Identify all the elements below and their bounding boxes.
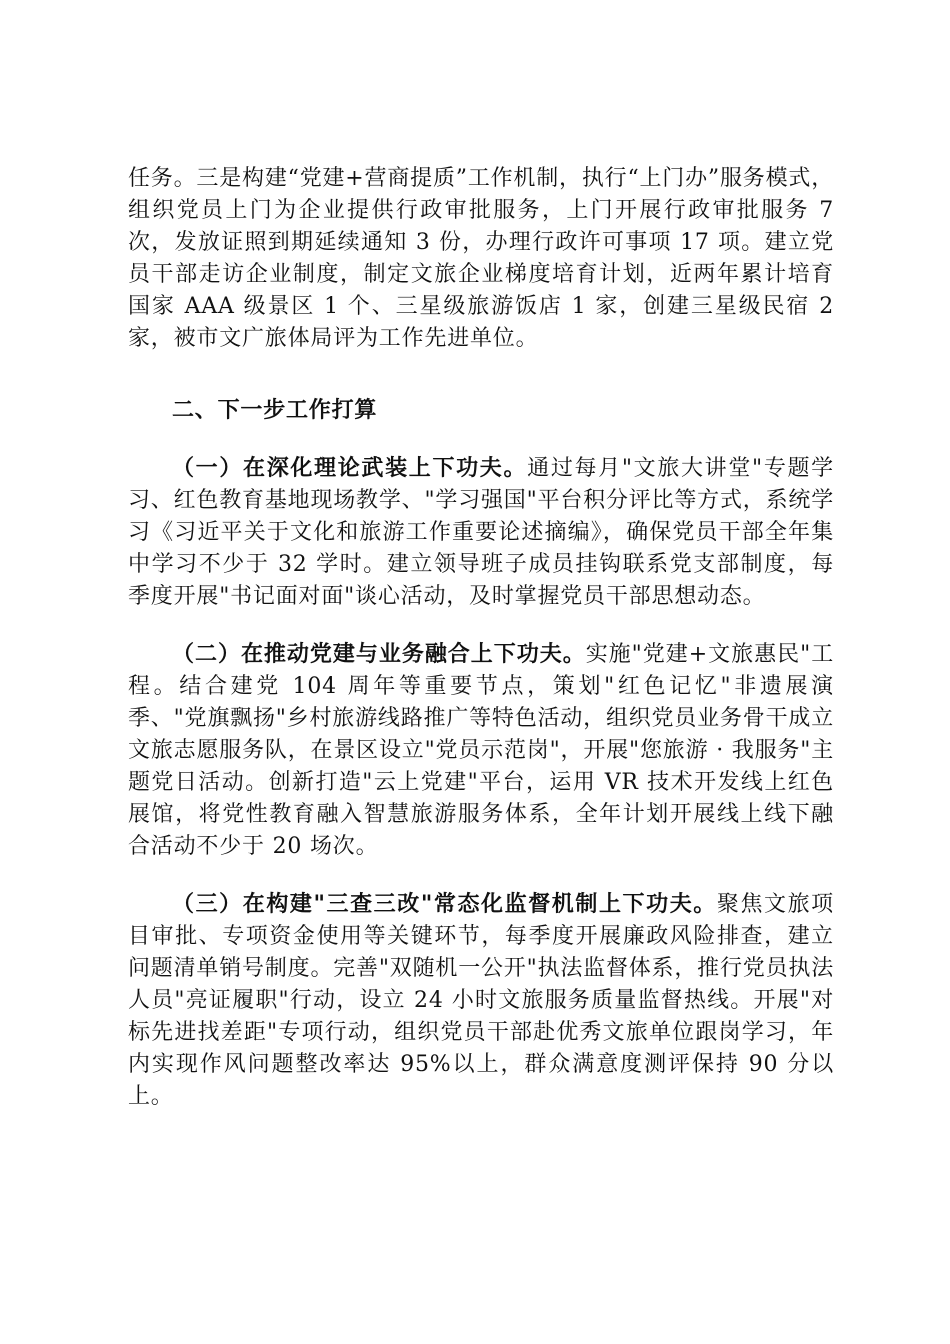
spacer bbox=[128, 863, 834, 889]
section-heading: 二、下一步工作打算 bbox=[172, 398, 378, 423]
item-body-3: 聚焦文旅项目审批、专项资金使用等关键环节，每季度开展廉政风险排查，建立问题清单销号制度。完善"双随机一公开"执法监督体系，推行党员执法人员"亮证履职"行动，设立 24 小时文旅服务质量监督热线。开展"对标先进找差距"专项行动，组织党员干部赴优秀文旅单位跟岗学习，年内实现作风问题整改率达 95%以上，群众满意度测评保持 90 分以上。 bbox=[128, 892, 834, 1109]
item-paragraph-1 bbox=[128, 453, 834, 613]
document-page bbox=[128, 163, 834, 1113]
item-paragraph-2 bbox=[128, 639, 834, 863]
item-body-2: 实施"党建+文旅惠民"工程。结合建党 104 周年等重要节点，策划"红色记忆"非遗展演季、"党旗飘扬"乡村旅游线路推广等特色活动，组织党员业务骨干成立文旅志愿服务队，在景区设立"党员示范岗"，开展"您旅游 · 我服务"主题党日活动。创新打造"云上党建"平台，运用 VR 技术开发线上红色展馆，将党性教育融入智慧旅游服务体系，全年计划开展线上线下融合活动不少于 20 场次。 bbox=[128, 642, 834, 859]
spacer bbox=[128, 355, 834, 395]
item-lead-1: （一）在深化理论武装上下功夫。 bbox=[172, 456, 528, 481]
item-paragraph-3 bbox=[128, 889, 834, 1113]
item-lead-3: （三）在构建"三查三改"常态化监督机制上下功夫。 bbox=[172, 892, 717, 917]
item-lead-2: （二）在推动党建与业务融合上下功夫。 bbox=[172, 642, 586, 667]
item-body-1: 通过每月"文旅大讲堂"专题学习、红色教育基地现场教学、"学习强国"平台积分评比等方式，系统学习《习近平关于文化和旅游工作重要论述摘编》，确保党员干部全年集中学习不少于 32 学时。建立领导班子成员挂钩联系党支部制度，每季度开展"书记面对面"谈心活动，及时掌握党员干部思想动态。 bbox=[128, 456, 834, 609]
continuation-paragraph: 任务。三是构建“党建+营商提质”工作机制，执行“上门办”服务模式，组织党员上门为企业提供行政审批服务，上门开展行政审批服务 7 次，发放证照到期延续通知 3 份，办理行政许可事项 17 项。建立党员干部走访企业制度，制定文旅企业梯度培育计划，近两年累计培育国家 AAA 级景区 1 个、三星级旅游饭店 1 家，创建三星级民宿 2 家，被市文广旅体局评为工作先进单位。 bbox=[128, 166, 834, 351]
spacer bbox=[128, 427, 834, 453]
spacer bbox=[128, 613, 834, 639]
